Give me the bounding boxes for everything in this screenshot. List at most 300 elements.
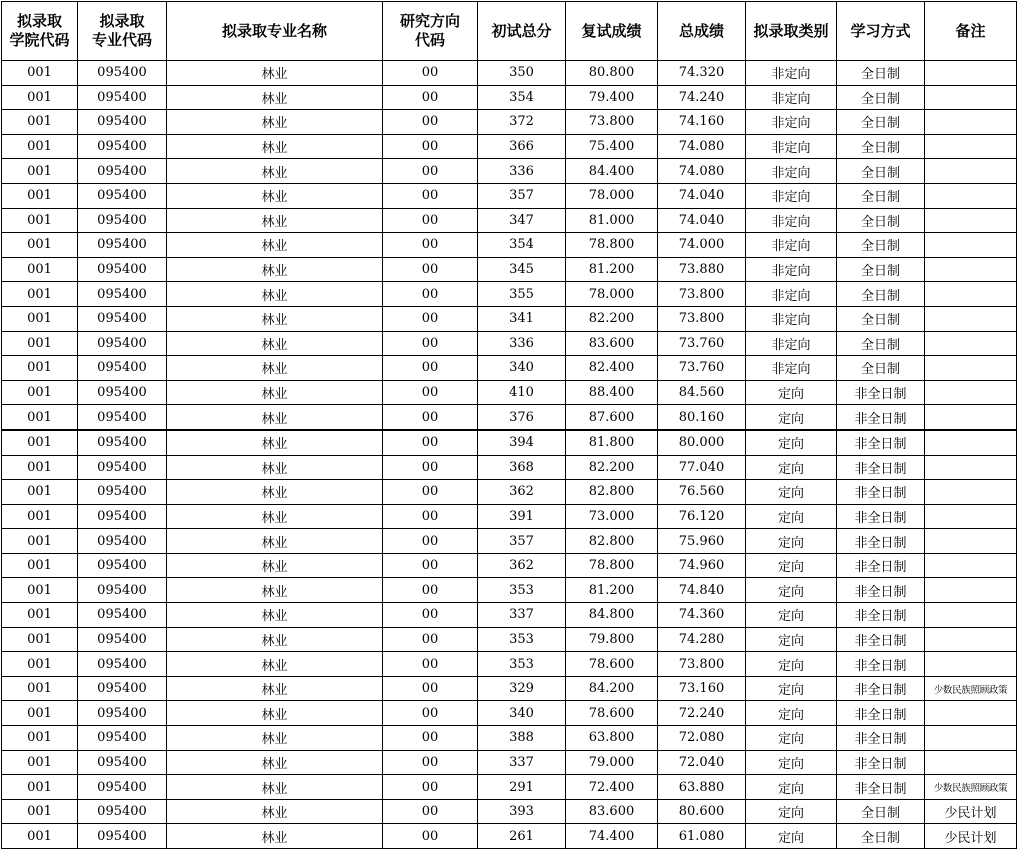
cell-prelim-score: 337 bbox=[478, 750, 566, 775]
header-text: 学习方式 bbox=[850, 21, 911, 40]
table-row bbox=[2, 257, 1017, 282]
cell-study-mode: 非全日制 bbox=[837, 455, 925, 480]
cell-study-mode: 非全日制 bbox=[837, 750, 925, 775]
cell-direction-code: 00 bbox=[383, 504, 478, 529]
cell-prelim-score: 394 bbox=[478, 430, 566, 455]
cell-major-code: 095400 bbox=[78, 824, 167, 849]
cell-major-name: 林业 bbox=[167, 405, 383, 430]
cell-prelim-score: 336 bbox=[478, 331, 566, 356]
cell-remarks bbox=[925, 529, 1017, 554]
cell-prelim-score: 340 bbox=[478, 356, 566, 381]
cell-remarks bbox=[925, 504, 1017, 529]
cell-major-name: 林业 bbox=[167, 430, 383, 455]
cell-major-name: 林业 bbox=[167, 504, 383, 529]
table-row bbox=[2, 233, 1017, 258]
cell-total-score: 73.800 bbox=[658, 306, 746, 331]
cell-major-code: 095400 bbox=[78, 504, 167, 529]
cell-major-name: 林业 bbox=[167, 726, 383, 751]
cell-remarks bbox=[925, 356, 1017, 381]
cell-retest-score: 84.800 bbox=[566, 603, 658, 628]
cell-remarks bbox=[925, 430, 1017, 455]
cell-college-code: 001 bbox=[2, 85, 78, 110]
cell-remarks bbox=[925, 306, 1017, 331]
table-row bbox=[2, 380, 1017, 405]
cell-remarks bbox=[925, 208, 1017, 233]
header-text: 初试总分 bbox=[491, 21, 552, 40]
cell-study-mode: 全日制 bbox=[837, 110, 925, 135]
cell-remarks bbox=[925, 159, 1017, 184]
cell-retest-score: 72.400 bbox=[566, 775, 658, 800]
cell-study-mode: 非全日制 bbox=[837, 627, 925, 652]
cell-major-name: 林业 bbox=[167, 480, 383, 505]
cell-total-score: 74.320 bbox=[658, 61, 746, 86]
cell-study-mode: 全日制 bbox=[837, 134, 925, 159]
cell-major-name: 林业 bbox=[167, 455, 383, 480]
cell-college-code: 001 bbox=[2, 405, 78, 430]
cell-direction-code: 00 bbox=[383, 480, 478, 505]
table-row bbox=[2, 676, 1017, 701]
cell-direction-code: 00 bbox=[383, 627, 478, 652]
cell-major-name: 林业 bbox=[167, 85, 383, 110]
cell-college-code: 001 bbox=[2, 676, 78, 701]
table-row bbox=[2, 159, 1017, 184]
header-text: 研究方向 bbox=[399, 12, 460, 30]
cell-admission-type: 定向 bbox=[746, 529, 837, 554]
cell-major-code: 095400 bbox=[78, 750, 167, 775]
cell-direction-code: 00 bbox=[383, 455, 478, 480]
cell-study-mode: 非全日制 bbox=[837, 529, 925, 554]
cell-retest-score: 83.600 bbox=[566, 799, 658, 824]
cell-direction-code: 00 bbox=[383, 208, 478, 233]
cell-major-code: 095400 bbox=[78, 85, 167, 110]
cell-prelim-score: 376 bbox=[478, 405, 566, 430]
cell-admission-type: 非定向 bbox=[746, 331, 837, 356]
cell-prelim-score: 410 bbox=[478, 380, 566, 405]
table-row bbox=[2, 627, 1017, 652]
cell-direction-code: 00 bbox=[383, 676, 478, 701]
cell-major-name: 林业 bbox=[167, 627, 383, 652]
cell-admission-type: 非定向 bbox=[746, 282, 837, 307]
cell-prelim-score: 261 bbox=[478, 824, 566, 849]
cell-total-score: 74.240 bbox=[658, 85, 746, 110]
cell-college-code: 001 bbox=[2, 701, 78, 726]
cell-prelim-score: 355 bbox=[478, 282, 566, 307]
table-row bbox=[2, 85, 1017, 110]
cell-major-code: 095400 bbox=[78, 652, 167, 677]
cell-admission-type: 定向 bbox=[746, 726, 837, 751]
table-body bbox=[2, 61, 1017, 849]
table-header bbox=[2, 2, 1017, 61]
cell-major-code: 095400 bbox=[78, 110, 167, 135]
cell-remarks bbox=[925, 110, 1017, 135]
cell-prelim-score: 372 bbox=[478, 110, 566, 135]
cell-admission-type: 定向 bbox=[746, 480, 837, 505]
cell-major-code: 095400 bbox=[78, 306, 167, 331]
cell-major-code: 095400 bbox=[78, 257, 167, 282]
cell-major-code: 095400 bbox=[78, 183, 167, 208]
cell-total-score: 74.040 bbox=[658, 208, 746, 233]
cell-total-score: 74.280 bbox=[658, 627, 746, 652]
cell-major-name: 林业 bbox=[167, 775, 383, 800]
cell-retest-score: 74.400 bbox=[566, 824, 658, 849]
cell-study-mode: 非全日制 bbox=[837, 504, 925, 529]
cell-total-score: 74.080 bbox=[658, 134, 746, 159]
cell-remarks bbox=[925, 701, 1017, 726]
cell-admission-type: 非定向 bbox=[746, 61, 837, 86]
cell-retest-score: 73.000 bbox=[566, 504, 658, 529]
cell-college-code: 001 bbox=[2, 356, 78, 381]
cell-major-code: 095400 bbox=[78, 380, 167, 405]
cell-retest-score: 84.400 bbox=[566, 159, 658, 184]
cell-prelim-score: 353 bbox=[478, 627, 566, 652]
cell-major-name: 林业 bbox=[167, 652, 383, 677]
cell-major-code: 095400 bbox=[78, 61, 167, 86]
cell-admission-type: 定向 bbox=[746, 627, 837, 652]
cell-admission-type: 定向 bbox=[746, 380, 837, 405]
cell-college-code: 001 bbox=[2, 110, 78, 135]
table-row bbox=[2, 504, 1017, 529]
cell-college-code: 001 bbox=[2, 306, 78, 331]
cell-college-code: 001 bbox=[2, 726, 78, 751]
table-row bbox=[2, 331, 1017, 356]
cell-college-code: 001 bbox=[2, 750, 78, 775]
cell-total-score: 73.160 bbox=[658, 676, 746, 701]
cell-major-name: 林业 bbox=[167, 750, 383, 775]
cell-retest-score: 79.800 bbox=[566, 627, 658, 652]
cell-prelim-score: 291 bbox=[478, 775, 566, 800]
cell-retest-score: 80.800 bbox=[566, 61, 658, 86]
cell-direction-code: 00 bbox=[383, 85, 478, 110]
table-row bbox=[2, 726, 1017, 751]
cell-major-code: 095400 bbox=[78, 233, 167, 258]
header-text: 拟录取 bbox=[99, 12, 145, 30]
cell-retest-score: 63.800 bbox=[566, 726, 658, 751]
cell-prelim-score: 353 bbox=[478, 578, 566, 603]
cell-study-mode: 非全日制 bbox=[837, 405, 925, 430]
cell-college-code: 001 bbox=[2, 183, 78, 208]
cell-college-code: 001 bbox=[2, 430, 78, 455]
cell-total-score: 80.600 bbox=[658, 799, 746, 824]
cell-retest-score: 84.200 bbox=[566, 676, 658, 701]
cell-retest-score: 73.800 bbox=[566, 110, 658, 135]
cell-remarks bbox=[925, 455, 1017, 480]
cell-study-mode: 全日制 bbox=[837, 85, 925, 110]
cell-total-score: 72.080 bbox=[658, 726, 746, 751]
cell-major-name: 林业 bbox=[167, 183, 383, 208]
cell-study-mode: 全日制 bbox=[837, 183, 925, 208]
cell-direction-code: 00 bbox=[383, 183, 478, 208]
cell-study-mode: 非全日制 bbox=[837, 726, 925, 751]
table-row bbox=[2, 183, 1017, 208]
cell-retest-score: 82.400 bbox=[566, 356, 658, 381]
cell-remarks bbox=[925, 282, 1017, 307]
cell-remarks bbox=[925, 480, 1017, 505]
cell-study-mode: 非全日制 bbox=[837, 430, 925, 455]
cell-total-score: 76.560 bbox=[658, 480, 746, 505]
cell-retest-score: 78.600 bbox=[566, 652, 658, 677]
cell-admission-type: 定向 bbox=[746, 430, 837, 455]
cell-study-mode: 非全日制 bbox=[837, 603, 925, 628]
header-admission-type bbox=[746, 2, 837, 61]
cell-prelim-score: 353 bbox=[478, 652, 566, 677]
cell-remarks bbox=[925, 405, 1017, 430]
cell-major-name: 林业 bbox=[167, 701, 383, 726]
cell-total-score: 76.120 bbox=[658, 504, 746, 529]
cell-prelim-score: 350 bbox=[478, 61, 566, 86]
table-row bbox=[2, 356, 1017, 381]
cell-total-score: 63.880 bbox=[658, 775, 746, 800]
cell-major-code: 095400 bbox=[78, 799, 167, 824]
cell-college-code: 001 bbox=[2, 824, 78, 849]
cell-direction-code: 00 bbox=[383, 652, 478, 677]
cell-major-code: 095400 bbox=[78, 726, 167, 751]
cell-direction-code: 00 bbox=[383, 61, 478, 86]
header-text: 拟录取类别 bbox=[753, 21, 829, 40]
cell-major-code: 095400 bbox=[78, 455, 167, 480]
cell-prelim-score: 391 bbox=[478, 504, 566, 529]
cell-prelim-score: 357 bbox=[478, 183, 566, 208]
admission-table bbox=[1, 1, 1017, 849]
cell-admission-type: 定向 bbox=[746, 775, 837, 800]
table-row bbox=[2, 824, 1017, 849]
cell-direction-code: 00 bbox=[383, 356, 478, 381]
cell-major-code: 095400 bbox=[78, 701, 167, 726]
cell-retest-score: 82.200 bbox=[566, 306, 658, 331]
cell-total-score: 73.760 bbox=[658, 356, 746, 381]
table-row bbox=[2, 430, 1017, 455]
cell-remarks bbox=[925, 750, 1017, 775]
cell-prelim-score: 345 bbox=[478, 257, 566, 282]
cell-study-mode: 非全日制 bbox=[837, 775, 925, 800]
cell-prelim-score: 337 bbox=[478, 603, 566, 628]
cell-college-code: 001 bbox=[2, 257, 78, 282]
cell-major-code: 095400 bbox=[78, 480, 167, 505]
cell-admission-type: 非定向 bbox=[746, 183, 837, 208]
cell-college-code: 001 bbox=[2, 61, 78, 86]
cell-total-score: 74.000 bbox=[658, 233, 746, 258]
table-row bbox=[2, 134, 1017, 159]
cell-prelim-score: 354 bbox=[478, 233, 566, 258]
cell-study-mode: 全日制 bbox=[837, 159, 925, 184]
cell-direction-code: 00 bbox=[383, 331, 478, 356]
cell-college-code: 001 bbox=[2, 578, 78, 603]
cell-study-mode: 全日制 bbox=[837, 257, 925, 282]
cell-retest-score: 81.000 bbox=[566, 208, 658, 233]
cell-direction-code: 00 bbox=[383, 529, 478, 554]
cell-prelim-score: 329 bbox=[478, 676, 566, 701]
table-row bbox=[2, 750, 1017, 775]
cell-total-score: 72.040 bbox=[658, 750, 746, 775]
header-study-mode bbox=[837, 2, 925, 61]
cell-direction-code: 00 bbox=[383, 726, 478, 751]
cell-retest-score: 78.600 bbox=[566, 701, 658, 726]
cell-admission-type: 定向 bbox=[746, 455, 837, 480]
table-row bbox=[2, 529, 1017, 554]
table-row bbox=[2, 578, 1017, 603]
cell-major-name: 林业 bbox=[167, 356, 383, 381]
header-total-score bbox=[658, 2, 746, 61]
table-row bbox=[2, 208, 1017, 233]
cell-admission-type: 定向 bbox=[746, 553, 837, 578]
cell-study-mode: 全日制 bbox=[837, 799, 925, 824]
cell-remarks bbox=[925, 61, 1017, 86]
cell-study-mode: 非全日制 bbox=[837, 553, 925, 578]
cell-admission-type: 非定向 bbox=[746, 233, 837, 258]
cell-college-code: 001 bbox=[2, 799, 78, 824]
cell-major-name: 林业 bbox=[167, 61, 383, 86]
cell-study-mode: 全日制 bbox=[837, 61, 925, 86]
table-row bbox=[2, 405, 1017, 430]
cell-major-name: 林业 bbox=[167, 257, 383, 282]
cell-direction-code: 00 bbox=[383, 306, 478, 331]
cell-admission-type: 定向 bbox=[746, 824, 837, 849]
cell-college-code: 001 bbox=[2, 380, 78, 405]
cell-retest-score: 78.000 bbox=[566, 183, 658, 208]
cell-direction-code: 00 bbox=[383, 110, 478, 135]
cell-remarks: 少民计划 bbox=[925, 799, 1017, 824]
cell-major-code: 095400 bbox=[78, 134, 167, 159]
cell-major-name: 林业 bbox=[167, 578, 383, 603]
cell-admission-type: 定向 bbox=[746, 676, 837, 701]
cell-major-name: 林业 bbox=[167, 331, 383, 356]
header-major-code bbox=[78, 2, 167, 61]
cell-admission-type: 定向 bbox=[746, 504, 837, 529]
cell-remarks bbox=[925, 331, 1017, 356]
cell-major-name: 林业 bbox=[167, 603, 383, 628]
header-text: 备注 bbox=[955, 21, 986, 40]
cell-retest-score: 78.000 bbox=[566, 282, 658, 307]
table-row bbox=[2, 603, 1017, 628]
cell-total-score: 72.240 bbox=[658, 701, 746, 726]
header-row bbox=[2, 2, 1017, 61]
cell-direction-code: 00 bbox=[383, 282, 478, 307]
cell-major-code: 095400 bbox=[78, 208, 167, 233]
table-row bbox=[2, 775, 1017, 800]
cell-direction-code: 00 bbox=[383, 405, 478, 430]
cell-admission-type: 非定向 bbox=[746, 85, 837, 110]
cell-retest-score: 78.800 bbox=[566, 553, 658, 578]
cell-college-code: 001 bbox=[2, 652, 78, 677]
cell-admission-type: 非定向 bbox=[746, 356, 837, 381]
cell-direction-code: 00 bbox=[383, 775, 478, 800]
cell-study-mode: 非全日制 bbox=[837, 652, 925, 677]
cell-remarks bbox=[925, 183, 1017, 208]
cell-study-mode: 全日制 bbox=[837, 824, 925, 849]
cell-admission-type: 非定向 bbox=[746, 306, 837, 331]
cell-study-mode: 非全日制 bbox=[837, 480, 925, 505]
cell-major-code: 095400 bbox=[78, 603, 167, 628]
table-row bbox=[2, 480, 1017, 505]
cell-major-name: 林业 bbox=[167, 233, 383, 258]
cell-major-name: 林业 bbox=[167, 134, 383, 159]
cell-prelim-score: 336 bbox=[478, 159, 566, 184]
cell-major-name: 林业 bbox=[167, 676, 383, 701]
cell-major-code: 095400 bbox=[78, 775, 167, 800]
cell-retest-score: 75.400 bbox=[566, 134, 658, 159]
cell-college-code: 001 bbox=[2, 504, 78, 529]
cell-direction-code: 00 bbox=[383, 824, 478, 849]
table-row bbox=[2, 455, 1017, 480]
cell-major-code: 095400 bbox=[78, 578, 167, 603]
header-major-name bbox=[167, 2, 383, 61]
cell-direction-code: 00 bbox=[383, 750, 478, 775]
cell-admission-type: 非定向 bbox=[746, 208, 837, 233]
cell-total-score: 73.800 bbox=[658, 652, 746, 677]
cell-retest-score: 87.600 bbox=[566, 405, 658, 430]
cell-admission-type: 定向 bbox=[746, 578, 837, 603]
cell-retest-score: 82.800 bbox=[566, 480, 658, 505]
cell-retest-score: 79.000 bbox=[566, 750, 658, 775]
cell-prelim-score: 362 bbox=[478, 553, 566, 578]
cell-total-score: 74.040 bbox=[658, 183, 746, 208]
table-row bbox=[2, 701, 1017, 726]
cell-study-mode: 全日制 bbox=[837, 331, 925, 356]
cell-direction-code: 00 bbox=[383, 578, 478, 603]
header-text: 复试成绩 bbox=[581, 21, 642, 40]
cell-study-mode: 非全日制 bbox=[837, 676, 925, 701]
cell-study-mode: 非全日制 bbox=[837, 578, 925, 603]
cell-remarks bbox=[925, 726, 1017, 751]
cell-major-code: 095400 bbox=[78, 430, 167, 455]
cell-direction-code: 00 bbox=[383, 603, 478, 628]
cell-prelim-score: 347 bbox=[478, 208, 566, 233]
cell-study-mode: 全日制 bbox=[837, 282, 925, 307]
cell-college-code: 001 bbox=[2, 529, 78, 554]
cell-prelim-score: 362 bbox=[478, 480, 566, 505]
cell-major-name: 林业 bbox=[167, 824, 383, 849]
cell-study-mode: 全日制 bbox=[837, 306, 925, 331]
table-row bbox=[2, 282, 1017, 307]
cell-college-code: 001 bbox=[2, 603, 78, 628]
cell-total-score: 74.160 bbox=[658, 110, 746, 135]
cell-major-name: 林业 bbox=[167, 553, 383, 578]
cell-direction-code: 00 bbox=[383, 701, 478, 726]
cell-study-mode: 全日制 bbox=[837, 356, 925, 381]
cell-study-mode: 非全日制 bbox=[837, 701, 925, 726]
cell-college-code: 001 bbox=[2, 480, 78, 505]
cell-total-score: 73.760 bbox=[658, 331, 746, 356]
cell-remarks bbox=[925, 257, 1017, 282]
cell-major-code: 095400 bbox=[78, 159, 167, 184]
cell-direction-code: 00 bbox=[383, 430, 478, 455]
cell-total-score: 77.040 bbox=[658, 455, 746, 480]
cell-major-code: 095400 bbox=[78, 529, 167, 554]
cell-prelim-score: 340 bbox=[478, 701, 566, 726]
cell-retest-score: 78.800 bbox=[566, 233, 658, 258]
cell-admission-type: 非定向 bbox=[746, 110, 837, 135]
cell-major-name: 林业 bbox=[167, 380, 383, 405]
cell-total-score: 75.960 bbox=[658, 529, 746, 554]
cell-remarks bbox=[925, 603, 1017, 628]
table-row bbox=[2, 553, 1017, 578]
cell-admission-type: 定向 bbox=[746, 603, 837, 628]
cell-retest-score: 83.600 bbox=[566, 331, 658, 356]
cell-remarks bbox=[925, 85, 1017, 110]
cell-retest-score: 81.200 bbox=[566, 257, 658, 282]
cell-college-code: 001 bbox=[2, 282, 78, 307]
cell-direction-code: 00 bbox=[383, 159, 478, 184]
cell-study-mode: 非全日制 bbox=[837, 380, 925, 405]
cell-prelim-score: 357 bbox=[478, 529, 566, 554]
cell-major-code: 095400 bbox=[78, 553, 167, 578]
cell-remarks bbox=[925, 553, 1017, 578]
cell-prelim-score: 366 bbox=[478, 134, 566, 159]
header-retest-score bbox=[566, 2, 658, 61]
cell-major-name: 林业 bbox=[167, 110, 383, 135]
cell-college-code: 001 bbox=[2, 553, 78, 578]
cell-college-code: 001 bbox=[2, 134, 78, 159]
cell-total-score: 80.160 bbox=[658, 405, 746, 430]
